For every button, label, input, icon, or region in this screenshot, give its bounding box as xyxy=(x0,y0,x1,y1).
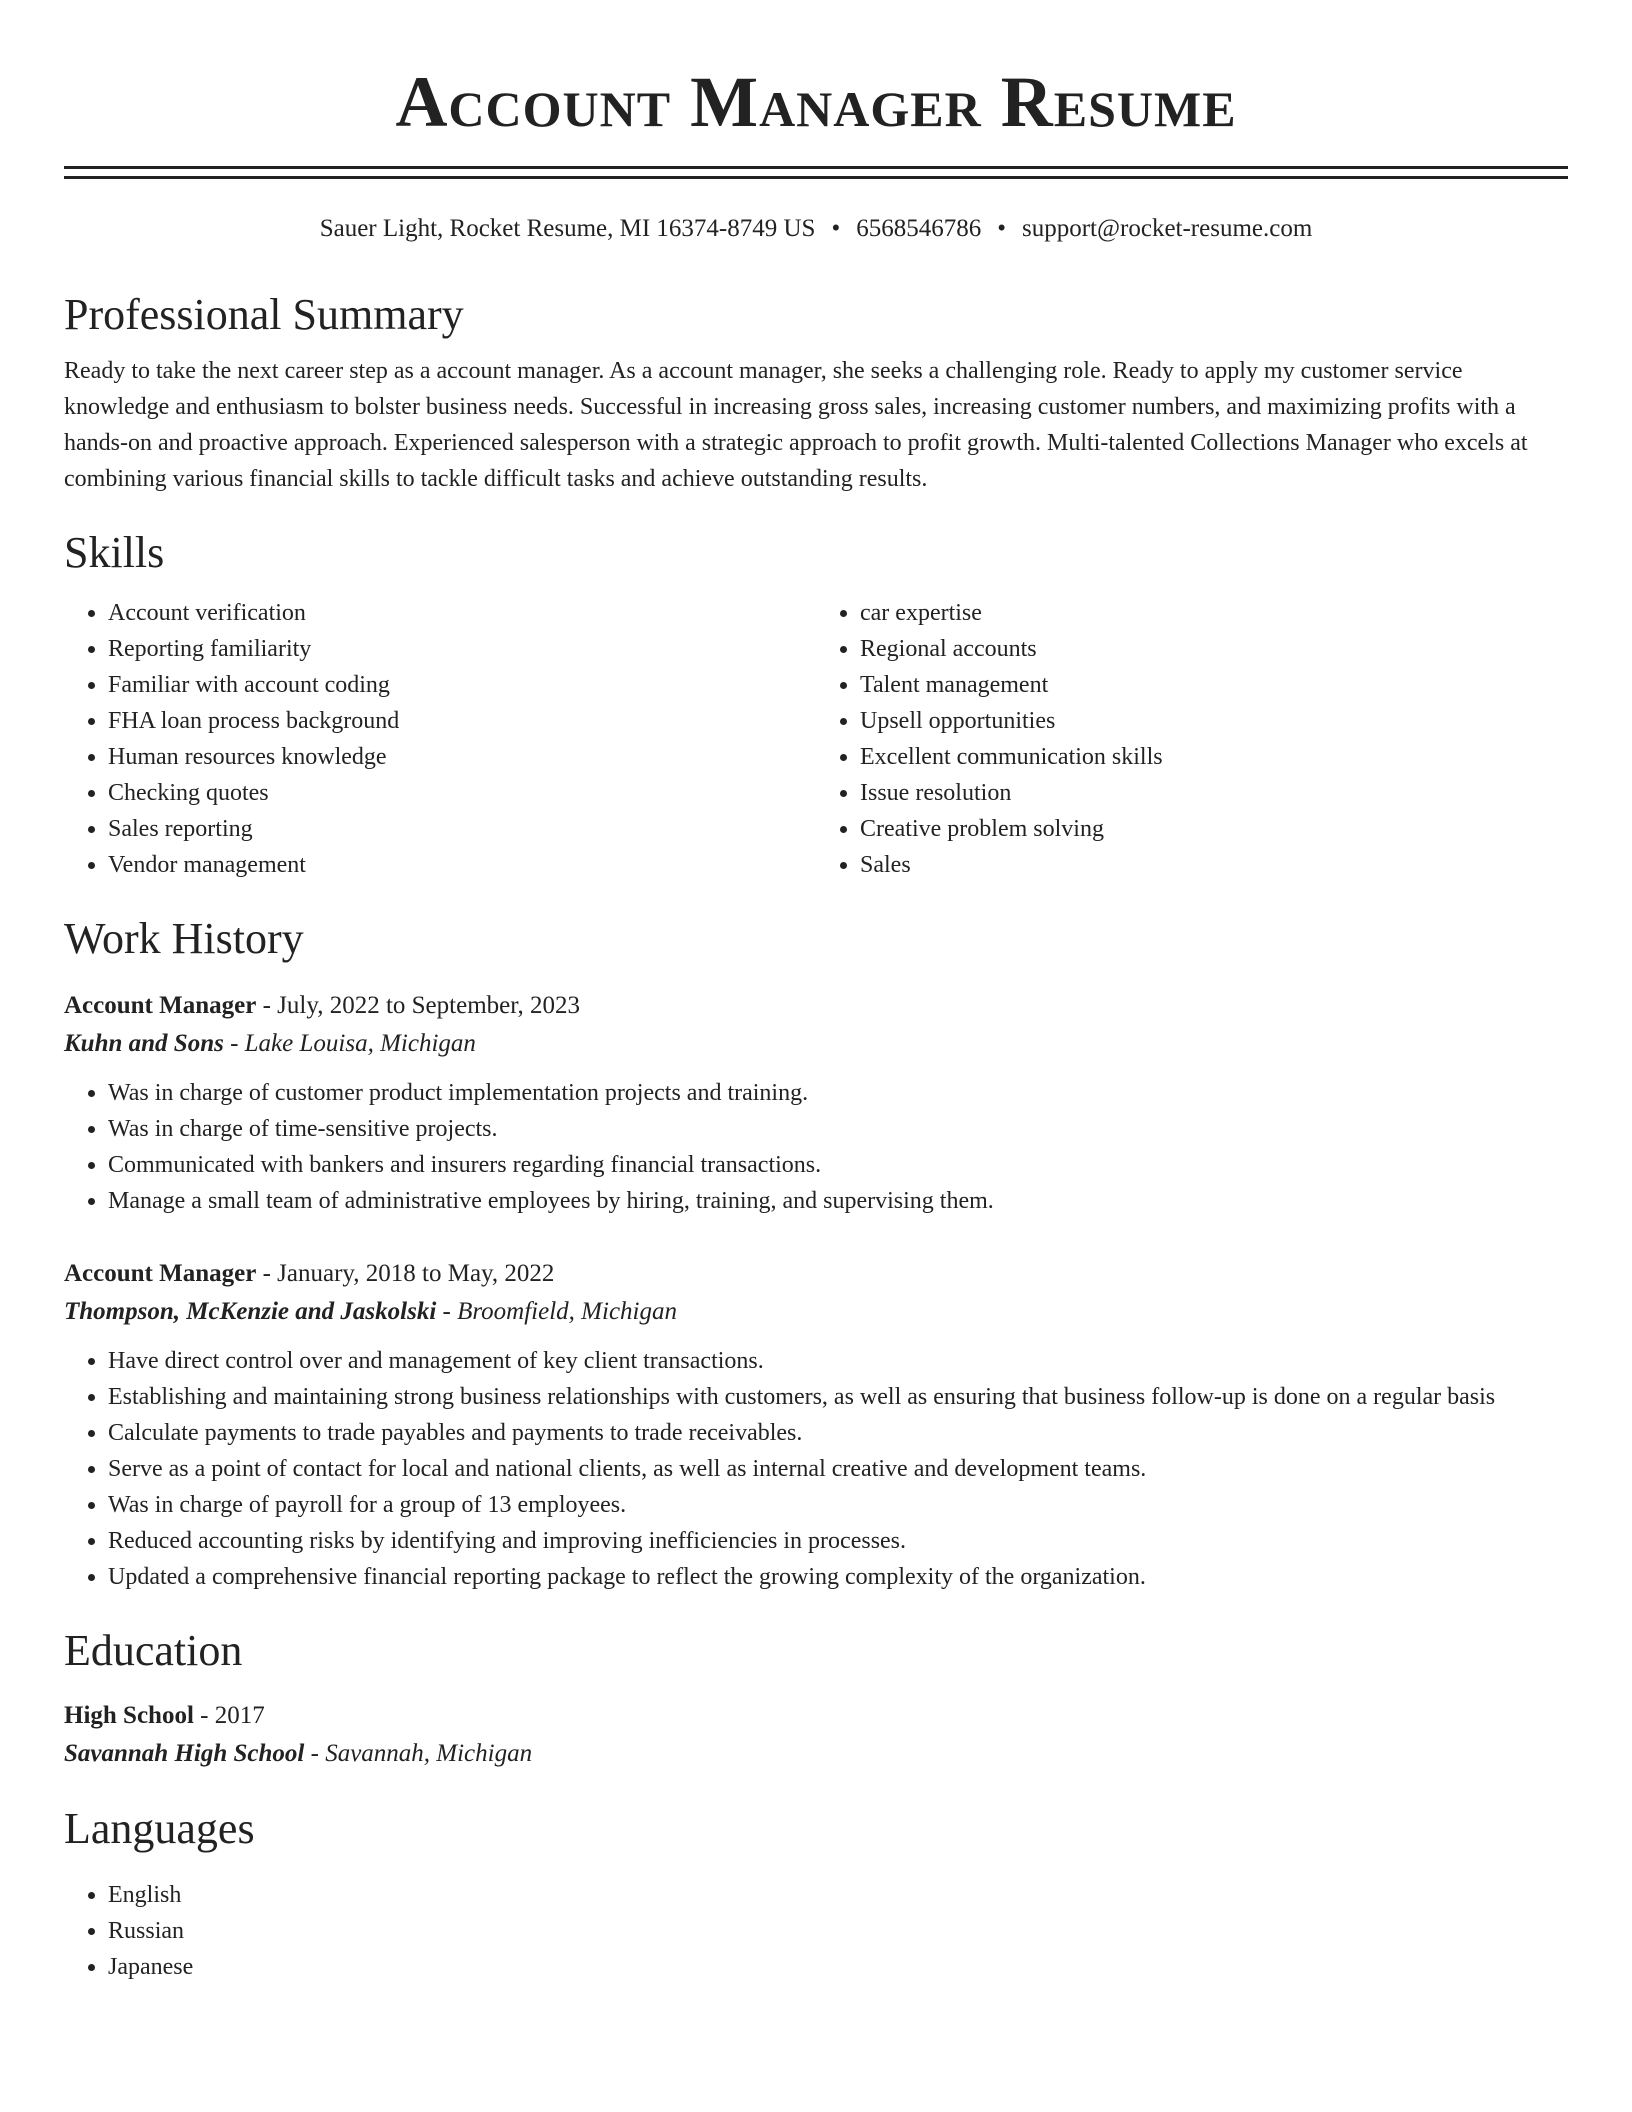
job-bullet: • Calculate payments to trade payables and payments to trade receivables. xyxy=(108,1415,1568,1451)
contact-separator: • xyxy=(997,215,1006,242)
skill-item: • Human resources knowledge xyxy=(108,739,816,775)
job-location: Broomfield, Michigan xyxy=(457,1298,677,1325)
summary-text: Ready to take the next career step as a account manager. As a account manager, she seeks a challenging role. Ready to apply my customer service knowledge and enthusiasm to bolster business needs. Successful in increasing gross sales, increasing customer numbers, and maximizing profits with a hands-on and proactive approach. Experienced salesperson with a strategic approach to profit growth. Multi-talented Collections Manager who excels at combining various financial skills to tackle difficult tasks and achieve outstanding results. xyxy=(64,358,1528,492)
contact-address: Sauer Light, Rocket Resume, MI 16374-8749 US xyxy=(319,215,816,242)
skill-item: • Sales xyxy=(860,847,1568,883)
education-heading: Education xyxy=(64,1626,243,1675)
skills-grid xyxy=(64,595,1568,883)
education-entry xyxy=(64,1697,1568,1773)
job-employer xyxy=(64,1293,1568,1331)
skill-item: • Checking quotes xyxy=(108,775,816,811)
job-header xyxy=(64,1255,1568,1293)
skills-list-left xyxy=(64,595,816,883)
languages-list xyxy=(64,1877,1568,1985)
skills-list-right xyxy=(816,595,1568,883)
education-school: Savannah High School xyxy=(64,1740,305,1767)
job-entry xyxy=(64,1255,1568,1595)
job-dates: January, 2018 to May, 2022 xyxy=(277,1260,555,1287)
job-role: Account Manager xyxy=(64,992,257,1019)
job-bullet: • Serve as a point of contact for local and national clients, as well as internal creative and development teams. xyxy=(108,1451,1568,1487)
job-role: Account Manager xyxy=(64,1260,257,1287)
skill-item: • Sales reporting xyxy=(108,811,816,847)
education-degree: High School xyxy=(64,1702,194,1729)
dash-separator: - xyxy=(193,1702,215,1729)
job-bullet: • Updated a comprehensive financial reporting package to reflect the growing complexity of the organization. xyxy=(108,1559,1568,1595)
work-history-heading: Work History xyxy=(64,914,304,963)
contact-phone: 6568546786 xyxy=(856,215,982,242)
skill-item: • Issue resolution xyxy=(860,775,1568,811)
job-dates: July, 2022 to September, 2023 xyxy=(277,992,581,1019)
job-location: Lake Louisa, Michigan xyxy=(244,1030,476,1057)
job-bullet: • Reduced accounting risks by identifying and improving inefficiencies in processes. xyxy=(108,1523,1568,1559)
skill-item: • Regional accounts xyxy=(860,631,1568,667)
summary-heading: Professional Summary xyxy=(64,290,464,339)
job-bullet: • Manage a small team of administrative employees by hiring, training, and supervising them. xyxy=(108,1183,1568,1219)
job-bullets xyxy=(64,1075,1568,1219)
skill-item: • Excellent communication skills xyxy=(860,739,1568,775)
skill-item: • Creative problem solving xyxy=(860,811,1568,847)
job-employer xyxy=(64,1025,1568,1063)
education-year: 2017 xyxy=(214,1702,265,1729)
dash-separator: - xyxy=(436,1298,458,1325)
contact-email: support@rocket-resume.com xyxy=(1022,215,1313,242)
skill-item: • FHA loan process background xyxy=(108,703,816,739)
skill-item: • Talent management xyxy=(860,667,1568,703)
job-bullet: • Communicated with bankers and insurers regarding financial transactions. xyxy=(108,1147,1568,1183)
skill-item: • Upsell opportunities xyxy=(860,703,1568,739)
dash-separator: - xyxy=(223,1030,245,1057)
education-header xyxy=(64,1697,1568,1735)
job-bullet: • Establishing and maintaining strong business relationships with customers, as well as ensuring that business follow-up is done on a regular basis xyxy=(108,1379,1568,1415)
job-entry xyxy=(64,987,1568,1219)
job-bullet: • Was in charge of payroll for a group of 13 employees. xyxy=(108,1487,1568,1523)
contact-line xyxy=(64,213,1568,245)
job-header xyxy=(64,987,1568,1025)
skill-item: • Familiar with account coding xyxy=(108,667,816,703)
skill-item: • Vendor management xyxy=(108,847,816,883)
education-school-line xyxy=(64,1735,1568,1773)
job-bullet: • Have direct control over and management of key client transactions. xyxy=(108,1343,1568,1379)
job-bullet: • Was in charge of time-sensitive projects. xyxy=(108,1111,1568,1147)
skill-item: • Account verification xyxy=(108,595,816,631)
skill-item: • car expertise xyxy=(860,595,1568,631)
language-item: • English xyxy=(108,1877,1568,1913)
education-location: Savannah, Michigan xyxy=(325,1740,533,1767)
job-bullet: • Was in charge of customer product implementation projects and training. xyxy=(108,1075,1568,1111)
dash-separator: - xyxy=(304,1740,326,1767)
skills-heading: Skills xyxy=(64,528,165,577)
job-company: Kuhn and Sons xyxy=(64,1030,224,1057)
language-item: • Russian xyxy=(108,1913,1568,1949)
dash-separator: - xyxy=(256,992,278,1019)
job-bullets xyxy=(64,1343,1568,1595)
title-double-rule xyxy=(64,166,1568,179)
contact-separator: • xyxy=(831,215,841,242)
dash-separator: - xyxy=(256,1260,278,1287)
languages-heading: Languages xyxy=(64,1804,255,1853)
resume-title: Account Manager Resume xyxy=(395,62,1237,142)
job-company: Thompson, McKenzie and Jaskolski xyxy=(64,1298,437,1325)
skill-item: • Reporting familiarity xyxy=(108,631,816,667)
language-item: • Japanese xyxy=(108,1949,1568,1985)
